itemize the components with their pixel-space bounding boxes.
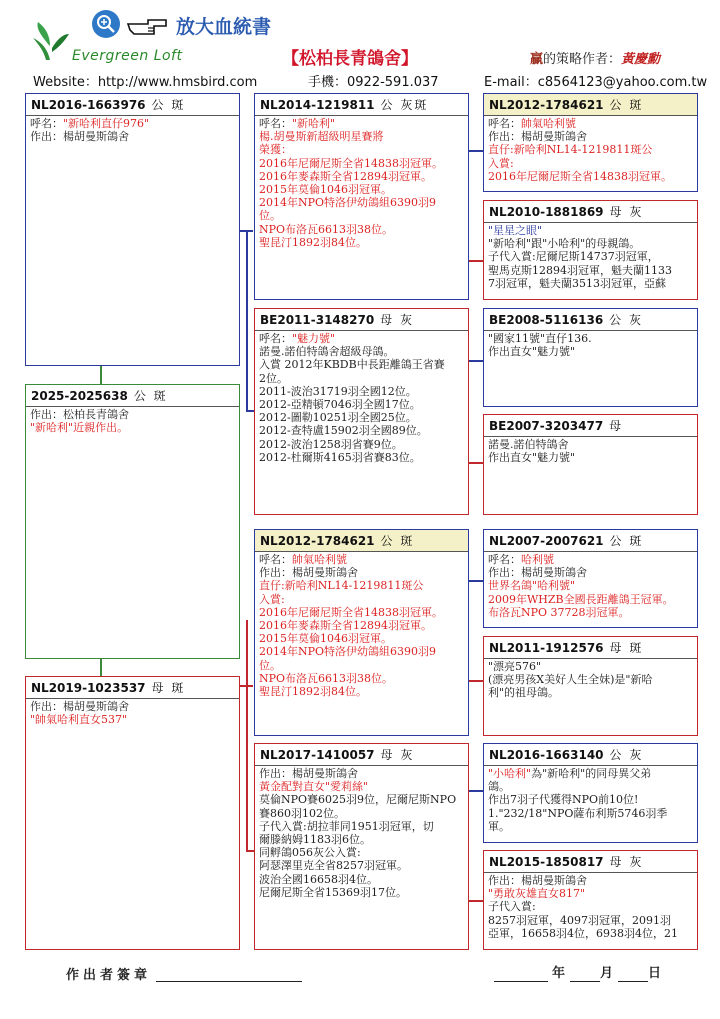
pedigree-line: 2014年NPO特洛伊幼鴿組6390羽9	[259, 196, 437, 210]
sex-color: 母 灰	[609, 855, 644, 869]
pedigree-line: 呼名："新哈利"	[259, 117, 336, 130]
pedigree-line: 1."232/18"NPO薩布利斯5746羽季	[488, 806, 668, 820]
card-header	[484, 851, 697, 873]
sire-sire-dam-card[interactable]	[483, 200, 698, 300]
pedigree-line: NPO布洛瓦6613羽38位。	[259, 222, 394, 236]
author-seal-icon: 贏	[530, 52, 544, 67]
dam-sire-dam-card[interactable]	[483, 636, 698, 736]
subject-card[interactable]	[25, 384, 240, 659]
sex-color: 公 斑	[609, 534, 644, 548]
pedigree-line: 子代入賞:胡拉菲同1951羽冠軍，切	[259, 819, 434, 833]
pedigree-line: 2012-圖勒10251羽全國25位。	[259, 411, 417, 425]
pedigree-line: 尼爾尼斯全省15369羽17位。	[259, 885, 407, 899]
connector	[468, 680, 484, 682]
pedigree-line: 2014年NPO特洛伊幼鴿組6390羽9	[259, 645, 437, 659]
sex-color: 母 灰	[380, 748, 415, 762]
card-header	[255, 309, 468, 331]
ring-number: BE2008-5116136	[489, 313, 604, 327]
card-header	[26, 94, 239, 116]
connector	[468, 900, 484, 902]
card-body	[484, 659, 697, 701]
pedigree-line: 同孵鴿056灰公入賞:	[259, 846, 361, 860]
pedigree-line: 黃金配對直女"愛莉絲"	[259, 780, 369, 794]
card-body	[26, 699, 239, 727]
pedigree-line: 2016年尼爾尼斯全省14838羽冠軍。	[259, 605, 443, 619]
pedigree-line: 2016年尼爾尼斯全省14838羽冠軍。	[259, 156, 443, 170]
pedigree-line: 呼名：帥氣哈利號	[488, 117, 576, 130]
pedigree-line: 位。	[259, 209, 281, 223]
ring-number: NL2014-1219811	[260, 98, 375, 112]
pedigree-line: 呼名："魅力號"	[259, 332, 336, 345]
card-body	[255, 552, 468, 699]
date-month-label: 月	[600, 966, 614, 981]
pointer-hand-icon	[126, 14, 170, 42]
card-header	[484, 637, 697, 659]
connector	[246, 850, 254, 852]
pedigree-line: "勇敢灰雄直女817"	[488, 887, 586, 901]
card-body	[26, 116, 239, 144]
sex-color: 母 斑	[151, 681, 186, 695]
sire-sire-sire-card[interactable]	[483, 93, 698, 192]
pedigree-line: 榮獲：	[259, 143, 292, 157]
pedigree-line: 2012-查特盧15902羽全國89位。	[259, 424, 428, 438]
dam-sire-card[interactable]	[254, 529, 469, 736]
connector	[246, 620, 248, 850]
pedigree-line: 2015年莫倫1046羽冠軍。	[259, 183, 392, 197]
ring-number: BE2011-3148270	[260, 313, 375, 327]
pedigree-line: 2011-波治31719羽全國12位。	[259, 384, 417, 398]
sire-sire-card[interactable]	[254, 93, 469, 300]
card-header	[255, 744, 468, 766]
pedigree-line: 作出：楊胡曼斯鴿舍	[259, 767, 358, 780]
card-body	[255, 116, 468, 250]
pedigree-line: 2012-亞精頓7046羽全國17位。	[259, 398, 421, 412]
pedigree-line: 呼名："新哈利直仔976"	[30, 117, 150, 130]
pedigree-line: 波治全國16658羽4位。	[259, 872, 378, 886]
pedigree-line: 楊.胡曼斯新超級明星賽將	[259, 130, 384, 144]
pedigree-line: 作出：楊胡曼斯鴿舍	[488, 130, 587, 144]
pedigree-line: 2009年WHZB全國長距離鴿王冠軍。	[488, 592, 674, 606]
sex-color: 母 灰	[609, 205, 644, 219]
pedigree-line: 2016年麥森斯全省12894羽冠軍。	[259, 169, 432, 183]
zoom-label: 放大血統書	[176, 16, 272, 38]
card-body	[484, 873, 697, 941]
sex-color: 公 斑	[151, 98, 186, 112]
sex-color: 母 斑	[609, 641, 644, 655]
pedigree-line: 作出7羽子代獲得NPO前10位!	[488, 793, 639, 807]
connector	[246, 230, 248, 410]
pedigree-line: 作出：楊胡曼斯鴿舍	[488, 874, 587, 887]
pedigree-line: 子代入賞:	[488, 900, 536, 914]
date-day-line[interactable]	[618, 981, 648, 982]
ring-number: 2025-2025638	[31, 389, 128, 403]
pedigree-line: 作出：楊胡曼斯鴿舍	[488, 566, 587, 580]
ring-number: NL2016-1663976	[31, 98, 146, 112]
pedigree-line: 作出直女"魅力號"	[488, 345, 576, 359]
sex-color: 公 斑	[380, 534, 415, 548]
sire-dam-card[interactable]	[254, 308, 469, 515]
signature-line[interactable]	[156, 981, 302, 982]
pedigree-line: 呼名：哈利號	[488, 553, 554, 566]
pedigree-line: 莫倫NPO賽6025羽9位，尼爾尼斯NPO	[259, 793, 457, 807]
connector	[100, 658, 102, 678]
pedigree-line: "國家11號"直仔136.	[488, 332, 592, 345]
pedigree-line: "星星之眼"	[488, 224, 543, 237]
pedigree-line: 作出：楊胡曼斯鴿舍	[259, 566, 358, 580]
date-day-label: 日	[648, 966, 662, 981]
email[interactable]: E-mail：c8564123@yahoo.com.tw	[484, 75, 708, 90]
ring-number: NL2012-1784621	[489, 98, 604, 112]
pedigree-line: 呼名：帥氣哈利號	[259, 553, 347, 566]
dam-card[interactable]	[25, 676, 240, 950]
ring-number: NL2017-1410057	[260, 748, 375, 762]
pedigree-line: 2012-杜爾斯4165羽省賽83位。	[259, 450, 421, 464]
pedigree-line: 利"的祖母鴿。	[488, 686, 560, 700]
sex-color: 公 灰	[609, 313, 643, 327]
pedigree-line: 聖馬克斯12894羽冠軍，魁夫蘭1133	[488, 263, 672, 277]
pedigree-line: 位。	[259, 658, 281, 672]
pedigree-line: 賽860羽102位。	[259, 806, 345, 820]
card-body	[484, 331, 697, 359]
card-header	[26, 385, 239, 407]
pedigree-line: "小哈利"為"新哈利"的同母異父弟	[488, 767, 652, 780]
card-header	[484, 201, 697, 223]
pedigree-line: 2016年麥森斯全省12894羽冠軍。	[259, 619, 432, 633]
pedigree-line: 鴿。	[488, 780, 510, 794]
card-header	[484, 530, 697, 552]
pedigree-line: 布洛瓦NPO 37728羽冠軍。	[488, 605, 630, 619]
pedigree-line: NPO布洛瓦6613羽38位。	[259, 671, 394, 685]
pedigree-line: 子代入賞:尼爾尼斯14737羽冠軍，	[488, 250, 659, 264]
pedigree-line: 直仔:新哈利NL14-1219811斑公	[259, 579, 424, 593]
pedigree-line: 2012-波治1258羽省賽9位。	[259, 437, 403, 451]
sex-color: 母	[609, 419, 624, 433]
sex-color: 公 斑	[609, 98, 644, 112]
dam-sire-sire-card[interactable]	[483, 529, 698, 628]
dam-dam-card[interactable]	[254, 743, 469, 950]
dam-dam-dam-card[interactable]	[483, 850, 698, 950]
sire-dam-dam-card[interactable]	[483, 414, 698, 515]
pedigree-line: 作出直女"魅力號"	[488, 451, 576, 465]
pedigree-line: "帥氣哈利直女537"	[30, 713, 128, 727]
card-header	[255, 94, 468, 116]
connector	[246, 410, 254, 412]
sex-color: 公 灰	[609, 748, 644, 762]
ring-number: NL2007-2007621	[489, 534, 604, 548]
ring-number: NL2015-1850817	[489, 855, 604, 869]
ring-number: NL2011-1912576	[489, 641, 604, 655]
date-year-label: 年	[552, 966, 566, 981]
card-body	[255, 331, 468, 465]
pedigree-line: 入賞 2012年KBDB中長距離鴿王省賽	[259, 358, 445, 372]
connector	[468, 360, 484, 362]
date-month-line[interactable]	[570, 981, 600, 982]
zoom-button[interactable]	[92, 8, 282, 42]
sign-label: 作出者簽章	[66, 968, 152, 983]
card-body	[484, 116, 697, 184]
card-body	[255, 766, 468, 900]
pedigree-line: 世界名鴿"哈利號"	[488, 579, 576, 593]
pedigree-line: 7羽冠軍，魁夫蘭3513羽冠軍，亞蘇	[488, 276, 666, 290]
sex-color: 公 斑	[133, 389, 168, 403]
sire-card[interactable]	[25, 93, 240, 366]
sire-dam-sire-card[interactable]	[483, 308, 698, 407]
pedigree-line: 2位。	[259, 371, 288, 385]
card-body	[26, 407, 239, 435]
website[interactable]: Website：http://www.hmsbird.com	[33, 75, 258, 90]
pedigree-line: 諾曼.諾伯特鴿舍	[488, 438, 569, 451]
ring-number: NL2012-1784621	[260, 534, 375, 548]
card-header	[255, 530, 468, 552]
pedigree-line: 爾滕納姆1183羽6位。	[259, 833, 371, 847]
connector	[468, 462, 484, 464]
pedigree-line: 入賞:	[488, 156, 514, 170]
card-header	[484, 744, 697, 766]
pedigree-line: 入賞:	[259, 592, 285, 606]
connector	[468, 790, 484, 792]
zoom-icon	[92, 10, 120, 38]
pedigree-line: 聖昆汀1892羽84位。	[259, 235, 367, 249]
card-header	[484, 94, 697, 116]
card-body	[484, 766, 697, 834]
pedigree-line: 亞軍，16658羽4位，6938羽4位，21	[488, 926, 678, 940]
pedigree-line: 直仔:新哈利NL14-1219811斑公	[488, 143, 653, 157]
ring-number: NL2010-1881869	[489, 205, 604, 219]
pedigree-line: 聖昆汀1892羽84位。	[259, 685, 367, 699]
connector	[468, 150, 484, 152]
card-header	[26, 677, 239, 699]
card-body	[484, 223, 697, 291]
connector	[468, 260, 484, 262]
pedigree-line: 2015年莫倫1046羽冠軍。	[259, 632, 392, 646]
pedigree-line: 8257羽冠軍，4097羽冠軍，2091羽	[488, 913, 671, 927]
connector	[100, 365, 102, 385]
ring-number: BE2007-3203477	[489, 419, 604, 433]
pedigree-line: "新哈利"跟"小哈利"的母親鴿。	[488, 237, 641, 251]
card-body	[484, 552, 697, 620]
pedigree-line: 阿瑟澤里克全省8257羽冠軍。	[259, 859, 408, 873]
ring-number: NL2019-1023537	[31, 681, 146, 695]
logo-text: Evergreen Loft	[72, 48, 183, 64]
card-body	[484, 437, 697, 465]
pedigree-line: 軍。	[488, 819, 510, 833]
phone: 手機：0922-591.037	[308, 75, 439, 90]
logo	[30, 20, 70, 62]
sex-color: 公 灰斑	[380, 98, 429, 112]
pedigree-line: 2016年尼爾尼斯全省14838羽冠軍。	[488, 169, 672, 183]
ring-number: NL2016-1663140	[489, 748, 604, 762]
pedigree-line: (漂亮男孩X美好人生全妹)是"新哈	[488, 673, 653, 687]
connector	[468, 580, 484, 582]
pedigree-line: "新哈利"近親作出。	[30, 421, 129, 435]
date-year-line[interactable]	[494, 981, 548, 982]
dam-dam-sire-card[interactable]	[483, 743, 698, 843]
pedigree-line: 諾曼.諾伯特鴿舍超級母鴿。	[259, 345, 395, 359]
loft-name: 【松柏長青鴿舍】	[282, 49, 418, 69]
pedigree-line: "漂亮576"	[488, 660, 542, 673]
author: 贏的策略作者：黃慶勳	[530, 52, 661, 67]
pedigree-line: 作出：楊胡曼斯鴿舍	[30, 700, 129, 713]
pedigree-line: 作出：松柏長青鴿舍	[30, 408, 129, 421]
card-header	[484, 309, 697, 331]
card-header	[484, 415, 697, 437]
pedigree-line: 作出：楊胡曼斯鴿舍	[30, 130, 129, 144]
sex-color: 母 灰	[380, 313, 414, 327]
